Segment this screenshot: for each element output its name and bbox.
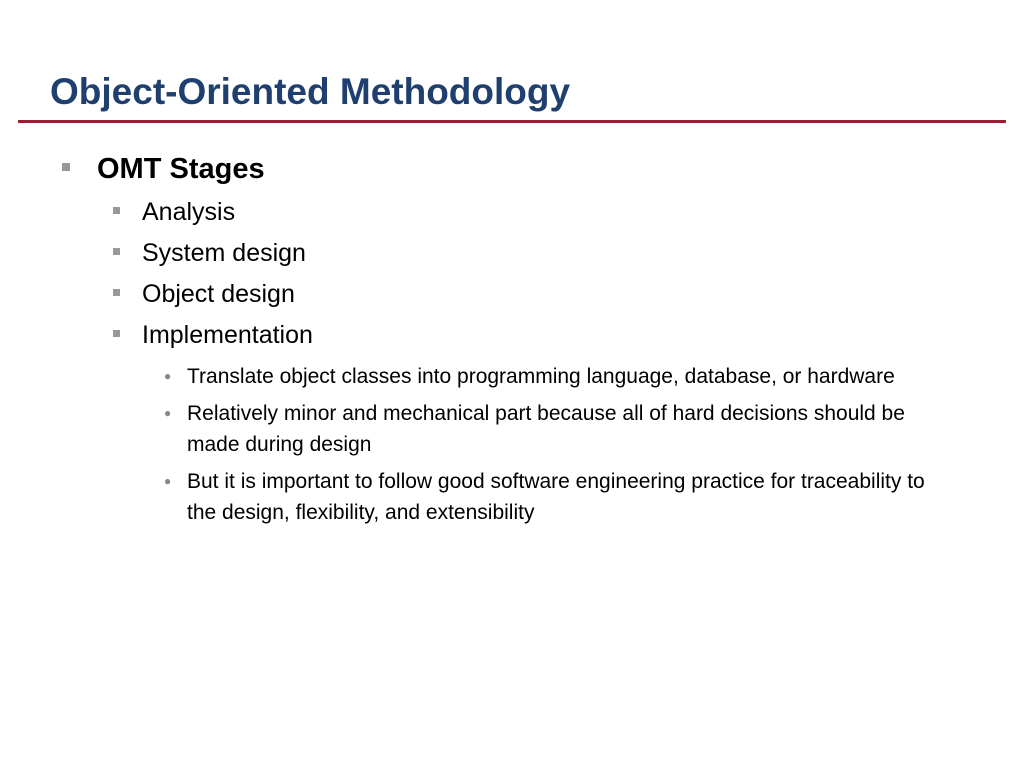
stage-item — [112, 237, 992, 278]
stage-label: Implementation — [142, 321, 313, 349]
detail-item — [160, 398, 960, 460]
round-bullet-icon: ● — [164, 474, 172, 488]
square-bullet-icon — [113, 207, 120, 214]
stage-label: Analysis — [142, 198, 236, 226]
slide-title: Object-Oriented Methodology — [50, 71, 571, 112]
detail-text: Translate object classes into programming language, database, or hardware — [187, 365, 895, 388]
square-bullet-icon — [113, 248, 120, 255]
omt-stages-heading: OMT Stages — [97, 153, 265, 185]
stage-label: Object design — [142, 280, 295, 308]
stage-item — [112, 278, 992, 319]
detail-item — [160, 361, 960, 392]
square-bullet-icon — [62, 163, 70, 171]
round-bullet-icon: ● — [164, 406, 172, 420]
stage-list — [112, 196, 992, 360]
title-divider — [18, 120, 1006, 123]
implementation-detail-list — [160, 361, 960, 534]
bullet-list-level1 — [60, 150, 1000, 190]
stage-item — [112, 319, 992, 360]
square-bullet-icon — [113, 330, 120, 337]
list-item-omt-stages — [60, 150, 1000, 190]
stage-item — [112, 196, 992, 237]
square-bullet-icon — [113, 289, 120, 296]
detail-text: But it is important to follow good software engineering practice for traceability to the design, flexibility, and extensibility — [187, 470, 925, 524]
stage-label: System design — [142, 239, 306, 267]
detail-item — [160, 466, 960, 528]
round-bullet-icon: ● — [164, 369, 172, 383]
detail-text: Relatively minor and mechanical part because all of hard decisions should be made during design — [187, 402, 905, 456]
